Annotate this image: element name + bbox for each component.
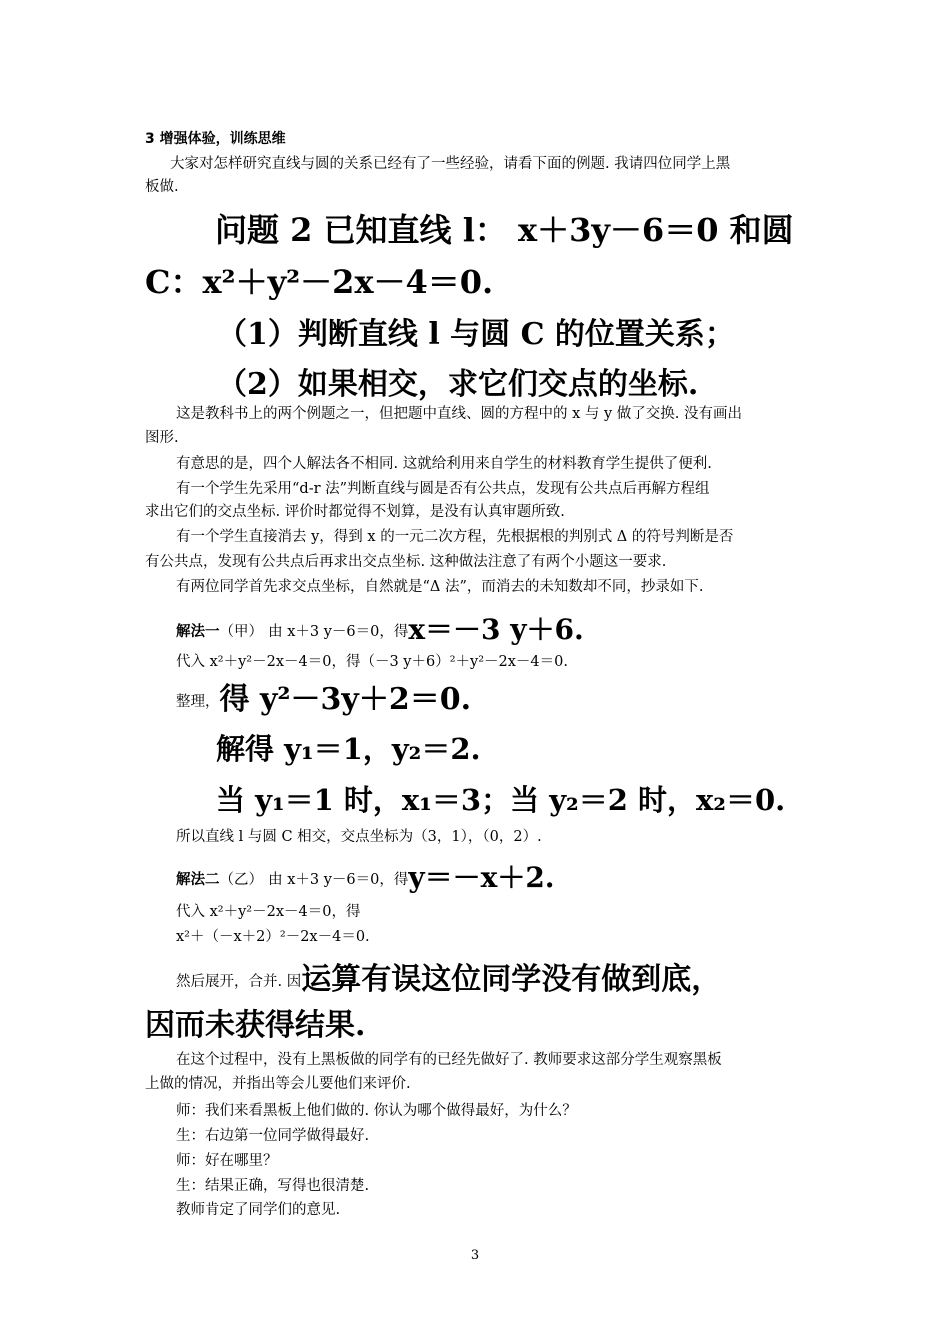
- solution-2-step-4-text: 然后展开，合并. 因: [176, 974, 302, 990]
- page-number: 3: [470, 1248, 480, 1263]
- paragraph-3-line-1: 有一个学生先采用“d-r 法”判断直线与圆是否有公共点，发现有公共点后再解方程组: [176, 481, 710, 497]
- solution-1-step-1: [176, 608, 584, 648]
- paragraph-1-line-2: 图形.: [145, 430, 179, 446]
- solution-2-step-3: x²＋（－x＋2）²－2x－4＝0.: [176, 929, 370, 945]
- problem-line-2: C：x²＋y²－2x－4＝0.: [145, 263, 494, 301]
- solution-1-step-1-formula: x＝－3 y＋6.: [408, 613, 584, 646]
- solution-1-step-4: 解得 y₁＝1，y₂＝2.: [216, 732, 481, 766]
- discussion-3: 生：右边第一位同学做得最好.: [176, 1128, 370, 1144]
- solution-1-step-3-formula: 得 y²－3y＋2＝0.: [219, 682, 472, 717]
- solution-2-label: 解法二: [176, 872, 220, 888]
- solution-1-step-3-text: 整理，: [176, 694, 220, 710]
- solution-2-step-4-emphasis: 运算有误这位同学没有做到底，: [301, 962, 722, 997]
- paragraph-2: 有意思的是，四个人解法各不相同. 这就给利用来自学生的材料教育学生提供了便利.: [176, 456, 712, 472]
- solution-2-step-1-formula: y＝－x＋2.: [408, 861, 555, 894]
- discussion-1-line-2: 上做的情况，并指出等会儿要他们来评价.: [145, 1076, 411, 1092]
- discussion-2: 师：我们来看黑板上他们做的. 你认为哪个做得最好，为什么？: [176, 1103, 577, 1119]
- solution-2-author: （乙）: [219, 872, 263, 888]
- paragraph-5: 有两位同学首先求交点坐标，自然就是“Δ 法”，而消去的未知数却不同，抄录如下.: [176, 579, 704, 595]
- discussion-1-line-1: 在这个过程中，没有上黑板做的同学有的已经先做好了. 教师要求这部分学生观察黑板: [176, 1052, 722, 1068]
- solution-2-step-2: 代入 x²＋y²－2x－4＝0，得: [176, 904, 361, 920]
- solution-1-step-2: 代入 x²＋y²－2x－4＝0，得（－3 y＋6）²＋y²－2x－4＝0.: [176, 654, 568, 670]
- solution-1-label: 解法一: [176, 624, 220, 640]
- paragraph-4-line-1: 有一个学生直接消去 y，得到 x 的一元二次方程，先根据根的判别式 Δ 的符号判断是否: [176, 529, 734, 545]
- solution-1-step-5: 当 y₁＝1 时，x₁＝3；当 y₂＝2 时，x₂＝0.: [216, 783, 786, 817]
- discussion-4: 师：好在哪里？: [176, 1153, 278, 1169]
- solution-1-conclusion: 所以直线 l 与圆 C 相交，交点坐标为（3，1），（0，2）.: [176, 829, 542, 845]
- problem-line-3: （1）判断直线 l 与圆 C 的位置关系；: [217, 317, 735, 352]
- section-heading: 3 增强体验，训练思维: [145, 131, 286, 147]
- discussion-6: 教师肯定了同学们的意见.: [176, 1202, 341, 1218]
- problem-line-4: （2）如果相交，求它们交点的坐标.: [217, 367, 699, 402]
- solution-2-step-1-text: 由 x＋3 y－6＝0，得: [268, 872, 409, 888]
- intro-line-1: 大家对怎样研究直线与圆的关系已经有了一些经验，请看下面的例题. 我请四位同学上黑: [170, 156, 731, 172]
- solution-1-author: （甲）: [219, 624, 263, 640]
- paragraph-3-line-2: 求出它们的交点坐标. 评价时都觉得不划算，是没有认真审题所致.: [145, 504, 565, 520]
- solution-1-step-1-text: 由 x＋3 y－6＝0，得: [268, 624, 409, 640]
- intro-line-2: 板做.: [145, 179, 179, 195]
- discussion-5: 生：结果正确，写得也很清楚.: [176, 1178, 370, 1194]
- solution-2-step-5: 因而未获得结果.: [145, 1008, 366, 1043]
- solution-1-step-3: [176, 674, 471, 718]
- problem-line-1: 问题 2 已知直线 l： x＋3y－6＝0 和圆: [215, 211, 794, 249]
- paragraph-4-line-2: 有公共点，发现有公共点后再求出交点坐标. 这种做法注意了有两个小题这一要求.: [145, 554, 667, 570]
- paragraph-1-line-1: 这是教科书上的两个例题之一，但把题中直线、圆的方程中的 x 与 y 做了交换. 没有画出: [176, 406, 743, 422]
- solution-2-step-4: [176, 954, 721, 998]
- solution-2-step-1: [176, 856, 555, 896]
